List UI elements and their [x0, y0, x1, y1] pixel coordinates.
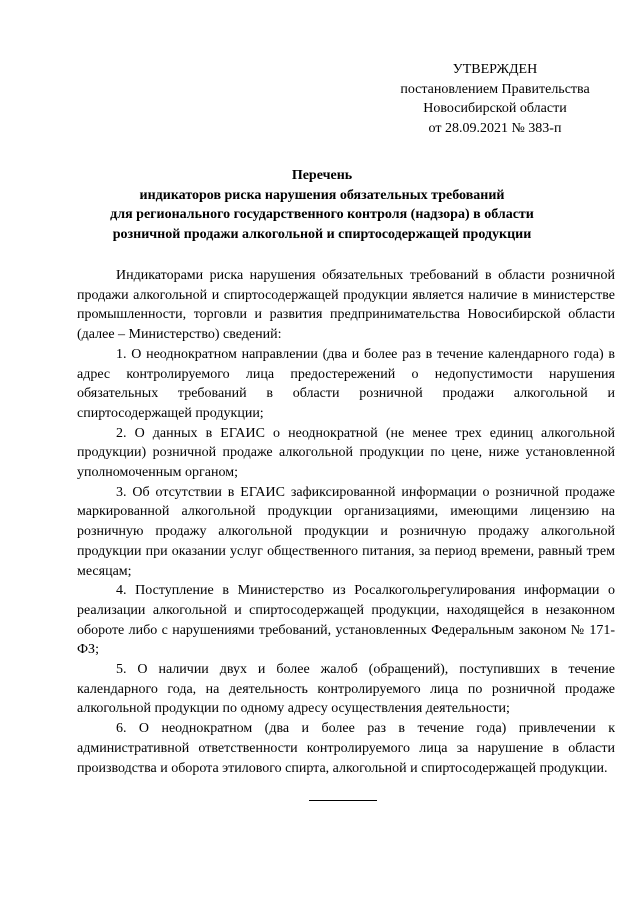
intro-paragraph: Индикаторами риска нарушения обязательных требований в области розничной продажи алкогольной и спиртосодержащей продукции является наличие в министерстве промышленности, торговли и развития предпринимательства Новосибирской области (далее – Министерство) сведений:: [77, 268, 615, 343]
list-item: 5. О наличии двух и более жалоб (обращений), поступивших в течение календарного года, на деятельность контролируемого лица по розничной продаже алкогольной продукции по одному адресу осуществления деятельности;: [77, 662, 615, 717]
list-item: 6. О неоднократном (два и более раз в течение года) привлечении к административной ответственности контролируемого лица за нарушение в области производства и оборота этилового спирта, алкогольной и спиртосодержащей продукции.: [77, 721, 615, 776]
list-item: 4. Поступление в Министерство из Росалкогольрегулирования информации о реализации алкогольной и спиртосодержащей продукции, находящейся в незаконном обороте либо с нарушениями требований, установленных Федеральным законом № 171-ФЗ;: [77, 583, 615, 658]
end-divider: [309, 800, 377, 801]
approval-stamp: [390, 60, 600, 138]
list-item: 2. О данных в ЕГАИС о неоднократной (не менее трех единиц алкогольной продукции) розничной продаже алкогольной продукции по цене, ниже установленной уполномоченным органом;: [77, 425, 615, 481]
title-line: розничной продажи алкогольной и спиртосодержащей продукции: [112, 226, 532, 242]
title-line: для регионального государственного контроля (надзора) в области: [110, 207, 534, 222]
title-line: индикаторов риска нарушения обязательных требований: [139, 187, 505, 203]
approval-line: постановлением Правительства: [400, 81, 590, 97]
approval-date-number: от 28.09.2021 № 383-п: [428, 120, 562, 136]
list-item: 1. О неоднократном направлении (два и более раз в течение календарного года) в адрес контролируемого лица предостережений о недопустимости нарушения обязательных требований в области розничной продажи алкогольной и спиртосодержащей продукции;: [77, 346, 615, 421]
title-line: Перечень: [291, 168, 353, 183]
list-item: 3. Об отсутствии в ЕГАИС зафиксированной информации о розничной продаже маркированной алкогольной продукции организациями, имеющими лицензию на розничную продажу алкогольной продукции и розничную продажу алкогольной продукции при оказании услуг общественного питания, за период времени, равный трем месяцам;: [77, 484, 615, 579]
document-body: [77, 266, 615, 778]
approval-heading: УТВЕРЖДЕН: [452, 62, 538, 77]
document-title: [60, 166, 584, 244]
approval-line: Новосибирской области: [423, 101, 567, 116]
